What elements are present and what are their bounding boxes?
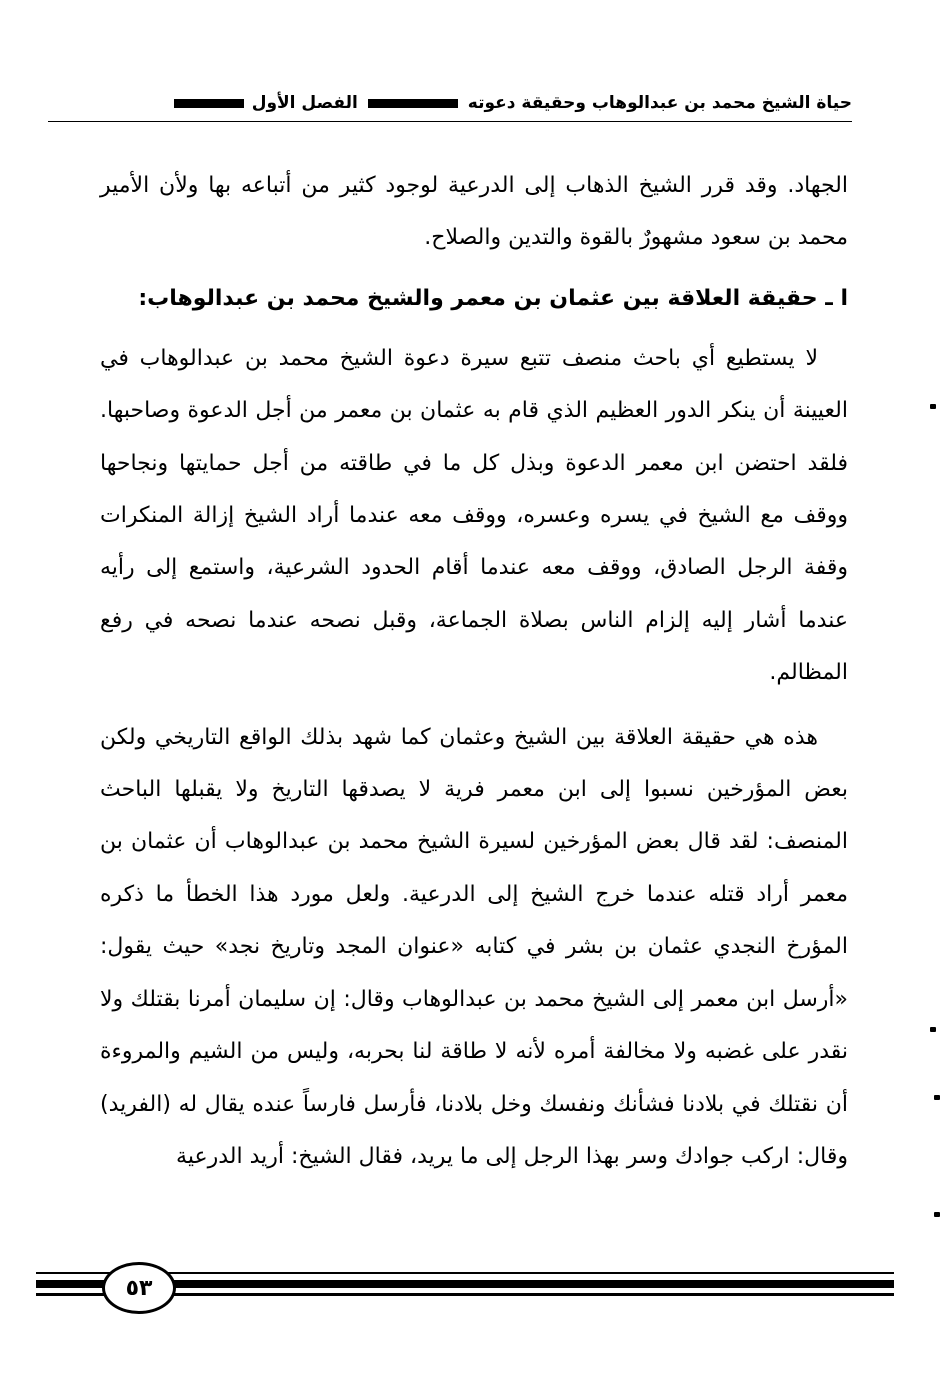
header-bar-end bbox=[174, 99, 244, 108]
header-bar bbox=[368, 99, 458, 108]
chapter-title: الفصل الأول bbox=[251, 93, 358, 113]
intro-paragraph: الجهاد. وقد قرر الشيخ الذهاب إلى الدرعية لوجود كثير من أتباعه بها ولأن الأمير محمد بن سعود مشهورٌ بالقوة والتدين والصلاح. bbox=[100, 173, 848, 251]
paragraph-2: هذه هي حقيقة العلاقة بين الشيخ وعثمان كما شهد بذلك الواقع التاريخي ولكن بعض المؤرخين نسبوا إلى ابن معمر فرية لا يصدقها التاريخ ولا يقبلها الباحث المنصف: لقد قال بعض المؤرخين لسيرة الشيخ محمد بن عبدالوهاب أن عثمان بن معمر أراد قتله عندما خرج الشيخ إلى الدرعية. ولعل مورد هذا الخطأ ما ذكره المؤرخ النجدي عثمان بن بشر في كتابه «عنوان المجد وتاريخ نجد» حيث يقول: «أرسل ابن معمر إلى الشيخ محمد بن عبدالوهاب وقال: إن سليمان أمرنا بقتلك ولا نقدر على غضبه ولا مخالفة أمره لأنه لا طاقة لنا بحربه، وليس من الشيم والمروءة أن نقتلك في بلادنا فشأنك ونفسك وخل بلادنا، فأرسل فارساً عنده يقال له (الفريد) وقال: اركب جوادك وسر بهذا الرجل إلى ما يريد، فقال الشيخ: أريد الدرعية bbox=[100, 724, 848, 1169]
margin-mark bbox=[930, 1027, 936, 1032]
running-header bbox=[48, 86, 852, 120]
header-rule bbox=[48, 121, 852, 122]
margin-mark bbox=[930, 404, 936, 409]
book-title: حياة الشيخ محمد بن عبدالوهاب وحقيقة دعوته bbox=[467, 93, 852, 113]
page-body bbox=[100, 160, 848, 1183]
section-heading: ا ـ حقيقة العلاقة بين عثمان بن معمر والشيخ محمد بن عبدالوهاب: bbox=[138, 285, 848, 311]
page-footer bbox=[36, 1262, 894, 1322]
margin-mark bbox=[934, 1095, 940, 1100]
paragraph-1: لا يستطيع أي باحث منصف تتبع سيرة دعوة الشيخ محمد بن عبدالوهاب في العيينة أن ينكر الدور العظيم الذي قام به عثمان بن معمر من أجل الدعوة وصاحبها. فلقد احتضن ابن معمر الدعوة وبذل كل ما في طاقته من أجل حمايتها ونجاحها ووقف مع الشيخ في يسره وعسره، ووقف معه عندما أراد الشيخ إزالة المنكرات وقفة الرجل الصادق، ووقف معه عندما أقام الحدود الشرعية، واستمع إلى رأيه عندما أشار إليه إلزام الناس بصلاة الجماعة، وقبل نصحه عندما نصحه في رفع المظالم. bbox=[100, 345, 848, 686]
page-number: ٥٣ bbox=[102, 1262, 176, 1314]
margin-mark bbox=[934, 1212, 940, 1217]
